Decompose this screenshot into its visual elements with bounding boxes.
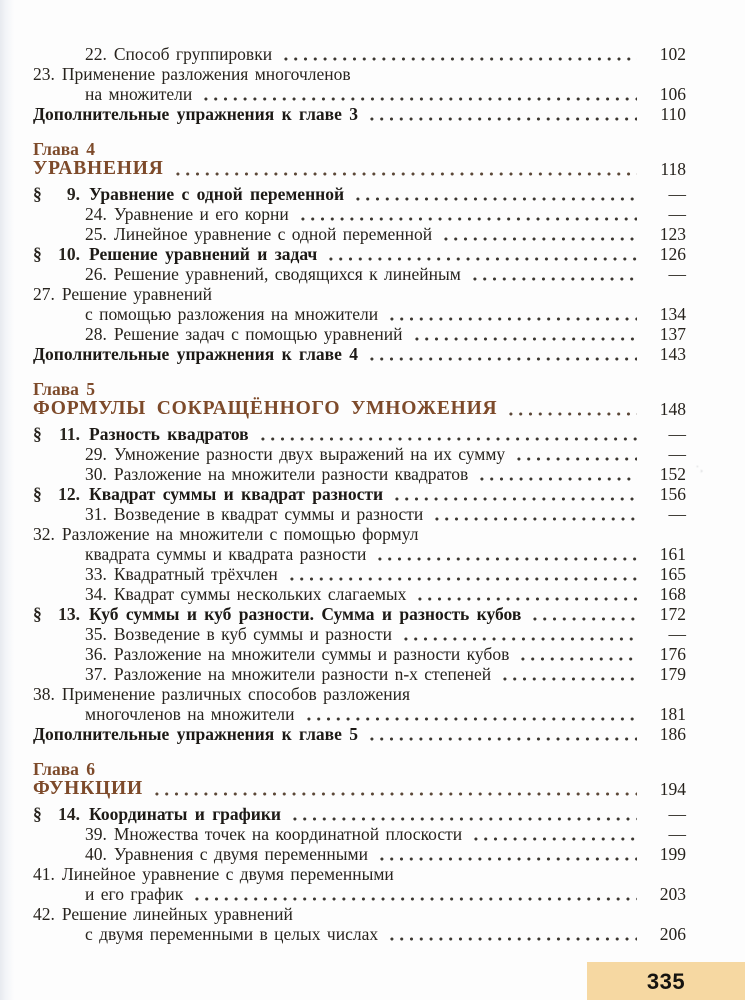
toc-section-entry xyxy=(33,424,686,444)
entry-number: 40. xyxy=(85,844,107,864)
entry-page-number: 102 xyxy=(659,44,686,64)
dot-leader xyxy=(401,624,637,644)
entry-number: 22. xyxy=(85,44,107,64)
entry-page-number: 165 xyxy=(659,564,686,584)
entry-number: 42. xyxy=(33,904,55,924)
dot-leader xyxy=(441,224,637,244)
entry-label: Квадратный трёхчлен xyxy=(113,564,278,584)
entry-number: 41. xyxy=(33,864,55,884)
entry-label: Разложение на множители суммы и разности кубов xyxy=(113,644,510,664)
page-number: 335 xyxy=(646,969,686,994)
section-mark: § xyxy=(33,184,42,204)
entry-page-number: 181 xyxy=(659,704,686,724)
entry-number: 30. xyxy=(85,464,107,484)
entry-label: Дополнительные упражнения к главе 3 xyxy=(33,104,358,124)
entry-label: Возведение в квадрат суммы и разности xyxy=(113,504,424,524)
toc-entry xyxy=(33,44,686,64)
toc-entry xyxy=(33,284,686,304)
entry-label: квадрата суммы и квадрата разности xyxy=(85,544,367,564)
entry-label: Умножение разности двух выражений на их сумму xyxy=(113,444,506,464)
entry-page-number: — xyxy=(668,444,686,464)
scan-artifact: ·¸ xyxy=(695,461,704,474)
toc-list xyxy=(33,44,686,944)
entry-label: Решение линейных уравнений xyxy=(61,904,293,924)
entry-number: 38. xyxy=(33,684,55,704)
entry-label: Квадрат суммы нескольких слагаемых xyxy=(113,584,407,604)
entry-label: Линейное уравнение с двумя переменными xyxy=(61,864,394,884)
toc-entry xyxy=(33,584,686,604)
entry-label: с помощью разложения на множители xyxy=(85,304,379,324)
toc-entry xyxy=(33,464,686,484)
entry-label: Дополнительные упражнения к главе 5 xyxy=(33,724,358,744)
entry-label: Глава 5 xyxy=(33,379,96,399)
entry-label: Множества точек на координатной плоскости xyxy=(113,824,463,844)
entry-label: Решение уравнений, сводящихся к линейным xyxy=(113,264,461,284)
toc-entry xyxy=(33,824,686,844)
entry-page-number: 118 xyxy=(660,159,686,179)
toc-extra-exercises-entry xyxy=(33,344,686,364)
entry-page-number: 106 xyxy=(659,84,686,104)
toc-entry-continuation xyxy=(33,544,686,564)
toc-chapter-label xyxy=(33,759,686,779)
toc-entry xyxy=(33,504,686,524)
dot-leader xyxy=(530,604,637,624)
entry-label: Решение задач с помощью уравнений xyxy=(113,324,403,344)
entry-label: Глава 6 xyxy=(33,759,96,779)
toc-extra-exercises-entry xyxy=(33,104,686,124)
toc-section-entry xyxy=(33,804,686,824)
entry-number: 36. xyxy=(85,644,107,664)
toc-entry xyxy=(33,64,686,84)
entry-number: 25. xyxy=(85,224,107,244)
entry-page-number: 126 xyxy=(659,244,686,264)
dot-leader xyxy=(518,644,637,664)
dot-leader xyxy=(375,544,637,564)
toc-entry xyxy=(33,904,686,924)
entry-page-number: 161 xyxy=(659,544,686,564)
entry-page-number: 137 xyxy=(659,324,686,344)
dot-leader xyxy=(367,344,637,364)
section-mark: § xyxy=(33,424,42,444)
spacer xyxy=(33,124,686,139)
toc-entry xyxy=(33,204,686,224)
entry-number: 33. xyxy=(85,564,107,584)
dot-leader xyxy=(298,204,637,224)
dot-leader xyxy=(432,504,637,524)
dot-leader xyxy=(152,779,637,799)
entry-page-number: — xyxy=(668,264,686,284)
entry-number: 23. xyxy=(33,64,55,84)
toc-section-entry xyxy=(33,484,686,504)
dot-leader xyxy=(258,424,637,444)
entry-label: Возведение в куб суммы и разности xyxy=(113,624,392,644)
dot-leader xyxy=(412,324,638,344)
entry-page-number: — xyxy=(668,624,686,644)
dot-leader xyxy=(415,584,637,604)
toc-entry xyxy=(33,324,686,344)
entry-number: 32. xyxy=(33,524,55,544)
entry-label: Разложение на множители разности n-х степеней xyxy=(113,664,492,684)
entry-number: 35. xyxy=(85,624,107,644)
toc-chapter-label xyxy=(33,379,686,399)
dot-leader xyxy=(377,844,637,864)
entry-label: Квадрат суммы и квадрат разности xyxy=(89,484,384,504)
spacer xyxy=(33,744,686,759)
toc-section-entry xyxy=(33,604,686,624)
toc-entry xyxy=(33,644,686,664)
dot-leader xyxy=(387,924,637,944)
entry-label: Линейное уравнение с одной переменной xyxy=(113,224,433,244)
toc-chapter-title xyxy=(33,159,686,179)
section-number: 11. xyxy=(59,424,80,444)
dot-leader xyxy=(506,399,637,419)
entry-label: и его график xyxy=(85,884,184,904)
toc-entry-continuation xyxy=(33,304,686,324)
section-mark: § xyxy=(33,604,42,624)
toc-entry-continuation xyxy=(33,924,686,944)
toc-entry xyxy=(33,624,686,644)
dot-leader xyxy=(367,724,637,744)
scan-edge-shade xyxy=(0,0,14,1000)
toc-chapter-label xyxy=(33,139,686,159)
dot-leader xyxy=(201,84,637,104)
entry-label: Координаты и графики xyxy=(89,804,282,824)
toc-extra-exercises-entry xyxy=(33,724,686,744)
section-number: 9. xyxy=(66,184,80,204)
entry-page-number: — xyxy=(668,504,686,524)
entry-number: 29. xyxy=(85,444,107,464)
entry-page-number: — xyxy=(668,204,686,224)
entry-label: Глава 4 xyxy=(33,139,96,159)
entry-number: 37. xyxy=(85,664,107,684)
entry-page-number: 156 xyxy=(659,484,686,504)
entry-page-number: 172 xyxy=(659,604,686,624)
toc-section-entry xyxy=(33,184,686,204)
entry-label: Применение разложения многочленов xyxy=(61,64,351,84)
entry-number: 24. xyxy=(85,204,107,224)
entry-label: Способ группировки xyxy=(113,44,273,64)
entry-label: Разность квадратов xyxy=(89,424,249,444)
entry-number: 34. xyxy=(85,584,107,604)
entry-page-number: — xyxy=(668,824,686,844)
dot-leader xyxy=(287,564,637,584)
page-number-badge xyxy=(587,962,745,1000)
entry-page-number: 152 xyxy=(659,464,686,484)
section-mark: § xyxy=(33,484,42,504)
dot-leader xyxy=(281,44,637,64)
dot-leader xyxy=(392,484,637,504)
entry-number: 39. xyxy=(85,824,107,844)
dot-leader xyxy=(192,884,637,904)
toc-section-entry xyxy=(33,244,686,264)
section-number: 14. xyxy=(58,804,80,824)
dot-leader xyxy=(290,804,637,824)
entry-label: Уравнение и его корни xyxy=(113,204,289,224)
dot-leader xyxy=(304,704,637,724)
entry-label: Применение различных способов разложения xyxy=(61,684,411,704)
toc-entry xyxy=(33,844,686,864)
entry-page-number: 179 xyxy=(659,664,686,684)
toc-entry xyxy=(33,684,686,704)
entry-page-number: 206 xyxy=(659,924,686,944)
entry-number: 31. xyxy=(85,504,107,524)
entry-label: Решение уравнений и задач xyxy=(89,244,318,264)
section-number: 10. xyxy=(58,244,80,264)
dot-leader xyxy=(353,184,637,204)
entry-page-number: — xyxy=(668,804,686,824)
toc-entry-continuation xyxy=(33,884,686,904)
toc-entry-continuation xyxy=(33,704,686,724)
toc-entry-continuation xyxy=(33,84,686,104)
entry-label: Разложение на множители разности квадратов xyxy=(113,464,469,484)
dot-leader xyxy=(500,664,637,684)
entry-page-number: 143 xyxy=(659,344,686,364)
toc-entry xyxy=(33,444,686,464)
entry-page-number: — xyxy=(668,424,686,444)
dot-leader xyxy=(173,159,637,179)
toc-chapter-title xyxy=(33,399,686,419)
entry-number: 28. xyxy=(85,324,107,344)
dot-leader xyxy=(477,464,637,484)
entry-label: Дополнительные упражнения к главе 4 xyxy=(33,344,358,364)
entry-page-number: 176 xyxy=(659,644,686,664)
dot-leader xyxy=(514,444,637,464)
toc-entry xyxy=(33,864,686,884)
toc-chapter-title xyxy=(33,779,686,799)
toc-entry xyxy=(33,664,686,684)
dot-leader xyxy=(471,824,637,844)
section-mark: § xyxy=(33,244,42,264)
entry-page-number: 199 xyxy=(659,844,686,864)
entry-label: Уравнения с двумя переменными xyxy=(113,844,368,864)
entry-label: многочленов на множители xyxy=(85,704,295,724)
entry-number: 27. xyxy=(33,284,55,304)
entry-page-number: 123 xyxy=(659,224,686,244)
entry-label: Уравнение с одной переменной xyxy=(89,184,345,204)
entry-number: 26. xyxy=(85,264,107,284)
dot-leader xyxy=(387,304,637,324)
section-number: 13. xyxy=(58,604,80,624)
entry-page-number: 110 xyxy=(660,104,686,124)
entry-page-number: 194 xyxy=(659,779,686,799)
entry-label: Решение уравнений xyxy=(61,284,213,304)
entry-page-number: 168 xyxy=(659,584,686,604)
section-mark: § xyxy=(33,804,42,824)
entry-label: Куб суммы и куб разности. Сумма и разность кубов xyxy=(89,604,522,624)
spacer xyxy=(33,364,686,379)
entry-label: Разложение на множители с помощью формул xyxy=(61,524,419,544)
section-number: 12. xyxy=(58,484,80,504)
toc-entry xyxy=(33,564,686,584)
entry-page-number: — xyxy=(668,184,686,204)
entry-label: ФОРМУЛЫ СОКРАЩЁННОГО УМНОЖЕНИЯ xyxy=(33,398,498,419)
dot-leader xyxy=(367,104,637,124)
dot-leader xyxy=(326,244,637,264)
entry-page-number: 148 xyxy=(659,399,686,419)
entry-page-number: 203 xyxy=(659,884,686,904)
entry-page-number: 186 xyxy=(659,724,686,744)
entry-label: УРАВНЕНИЯ xyxy=(33,158,164,179)
dot-leader xyxy=(470,264,637,284)
entry-page-number: 134 xyxy=(659,304,686,324)
entry-label: с двумя переменными в целых числах xyxy=(85,924,379,944)
toc-entry xyxy=(33,524,686,544)
toc-entry xyxy=(33,264,686,284)
entry-label: ФУНКЦИИ xyxy=(33,778,143,799)
entry-label: на множители xyxy=(85,84,193,104)
toc-entry xyxy=(33,224,686,244)
